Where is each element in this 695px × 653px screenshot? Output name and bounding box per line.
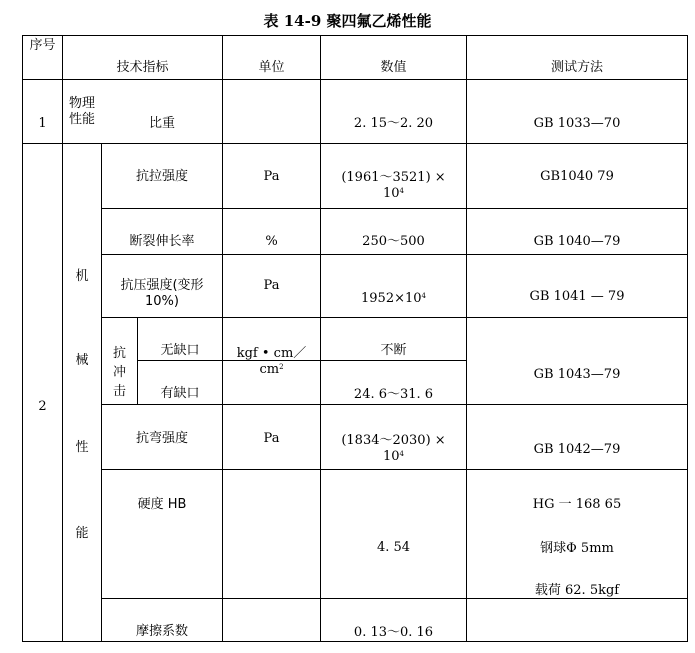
flexural-value <box>321 429 466 469</box>
impact-unit-exp: 2 <box>279 363 284 371</box>
friction-value: 0. 13～0. 16 <box>353 625 434 640</box>
impact-notched-value: 24. 6～31. 6 <box>353 387 434 402</box>
elongation-method: GB 1040—79 <box>533 234 621 249</box>
table-border-right <box>687 35 688 642</box>
row1-no: 1 <box>38 116 47 131</box>
hardness-method-line2: 钢球Φ 5mm <box>540 541 614 556</box>
tensile-indicator: 抗拉强度 <box>135 169 188 184</box>
impact-group-char-1: 抗 <box>112 345 126 361</box>
row2-category-char-4: 能 <box>75 526 89 541</box>
tensile-value-exp: 4 <box>399 187 404 195</box>
impact-unnotched-label: 无缺口 <box>160 343 200 358</box>
tensile-value <box>321 166 466 206</box>
row1-unit <box>223 80 320 168</box>
row1-value: 2. 15～2. 20 <box>353 116 434 131</box>
compressive-value-exp: 4 <box>421 292 426 300</box>
table-border-top <box>22 35 688 36</box>
impact-group-char-3: 击 <box>112 383 126 399</box>
compressive-indicator <box>102 272 222 316</box>
compressive-indicator-line1: 抗压强度(变形 <box>120 278 204 293</box>
elongation-unit: % <box>265 234 278 249</box>
flexural-divider <box>101 469 688 470</box>
impact-group-label <box>102 340 137 404</box>
row2-category-char-3: 性 <box>75 440 89 455</box>
flexural-method: GB 1042—79 <box>533 442 621 457</box>
impact-method: GB 1043—79 <box>533 367 621 382</box>
tensile-divider <box>101 208 688 209</box>
friction-unit <box>223 622 320 642</box>
friction-method <box>467 622 687 642</box>
flexural-indicator: 抗弯强度 <box>135 431 188 446</box>
row1-category-line2: 性能 <box>68 111 95 127</box>
impact-unnotched-value: 不断 <box>380 343 407 358</box>
row2-category-char-2: 械 <box>75 353 89 368</box>
elongation-divider <box>101 254 688 255</box>
impact-unit-base: cm <box>259 362 280 377</box>
row1-category <box>63 80 101 143</box>
impact-unit-line1: kgf • cm／ <box>236 346 307 361</box>
header-method: 测试方法 <box>550 60 603 75</box>
impact-group-char-2: 冲 <box>112 364 126 380</box>
hardness-value: 4. 54 <box>376 540 411 555</box>
impact-notched-label: 有缺口 <box>160 386 200 401</box>
row2-no: 2 <box>38 399 47 414</box>
tensile-value-main: (1961～3521) × <box>341 170 446 185</box>
compressive-value <box>321 288 466 310</box>
header-unit: 单位 <box>258 60 285 75</box>
hardness-method-line1: HG 一 168 65 <box>532 497 622 512</box>
flexural-value-main: (1834～2030) × <box>341 433 446 448</box>
elongation-value: 250～500 <box>362 234 425 249</box>
compressive-value-main: 1952×10 <box>361 291 422 306</box>
friction-indicator: 摩擦系数 <box>135 624 188 639</box>
hardness-method-line3: 载荷 62. 5kgf <box>534 583 620 598</box>
flexural-unit: Pa <box>263 431 280 446</box>
tensile-value-base: 10 <box>382 186 400 201</box>
elongation-indicator: 断裂伸长率 <box>129 234 195 249</box>
header-value: 数值 <box>380 60 407 75</box>
header-no: 序号 <box>29 38 56 53</box>
tensile-unit: Pa <box>263 169 280 184</box>
table-title: 表 14-9 聚四氟乙烯性能 <box>263 12 432 30</box>
row1-method: GB 1033—70 <box>533 116 621 131</box>
tensile-method: GB1040 79 <box>540 169 614 184</box>
row1-indicator: 比重 <box>148 116 175 131</box>
row1-category-line1: 物理 <box>68 95 95 111</box>
header-indicator: 技术指标 <box>116 60 169 75</box>
flexural-value-base: 10 <box>382 449 400 464</box>
flexural-value-exp: 4 <box>399 450 404 458</box>
compressive-indicator-line2: 10%) <box>145 294 179 309</box>
hardness-unit <box>223 494 320 516</box>
row2-category-char-1: 机 <box>75 269 89 284</box>
hardness-indicator: 硬度 HB <box>137 497 187 512</box>
impact-unit <box>223 342 320 382</box>
compressive-method: GB 1041 — 79 <box>529 289 625 304</box>
compressive-divider <box>101 317 688 318</box>
compressive-unit: Pa <box>263 278 280 293</box>
